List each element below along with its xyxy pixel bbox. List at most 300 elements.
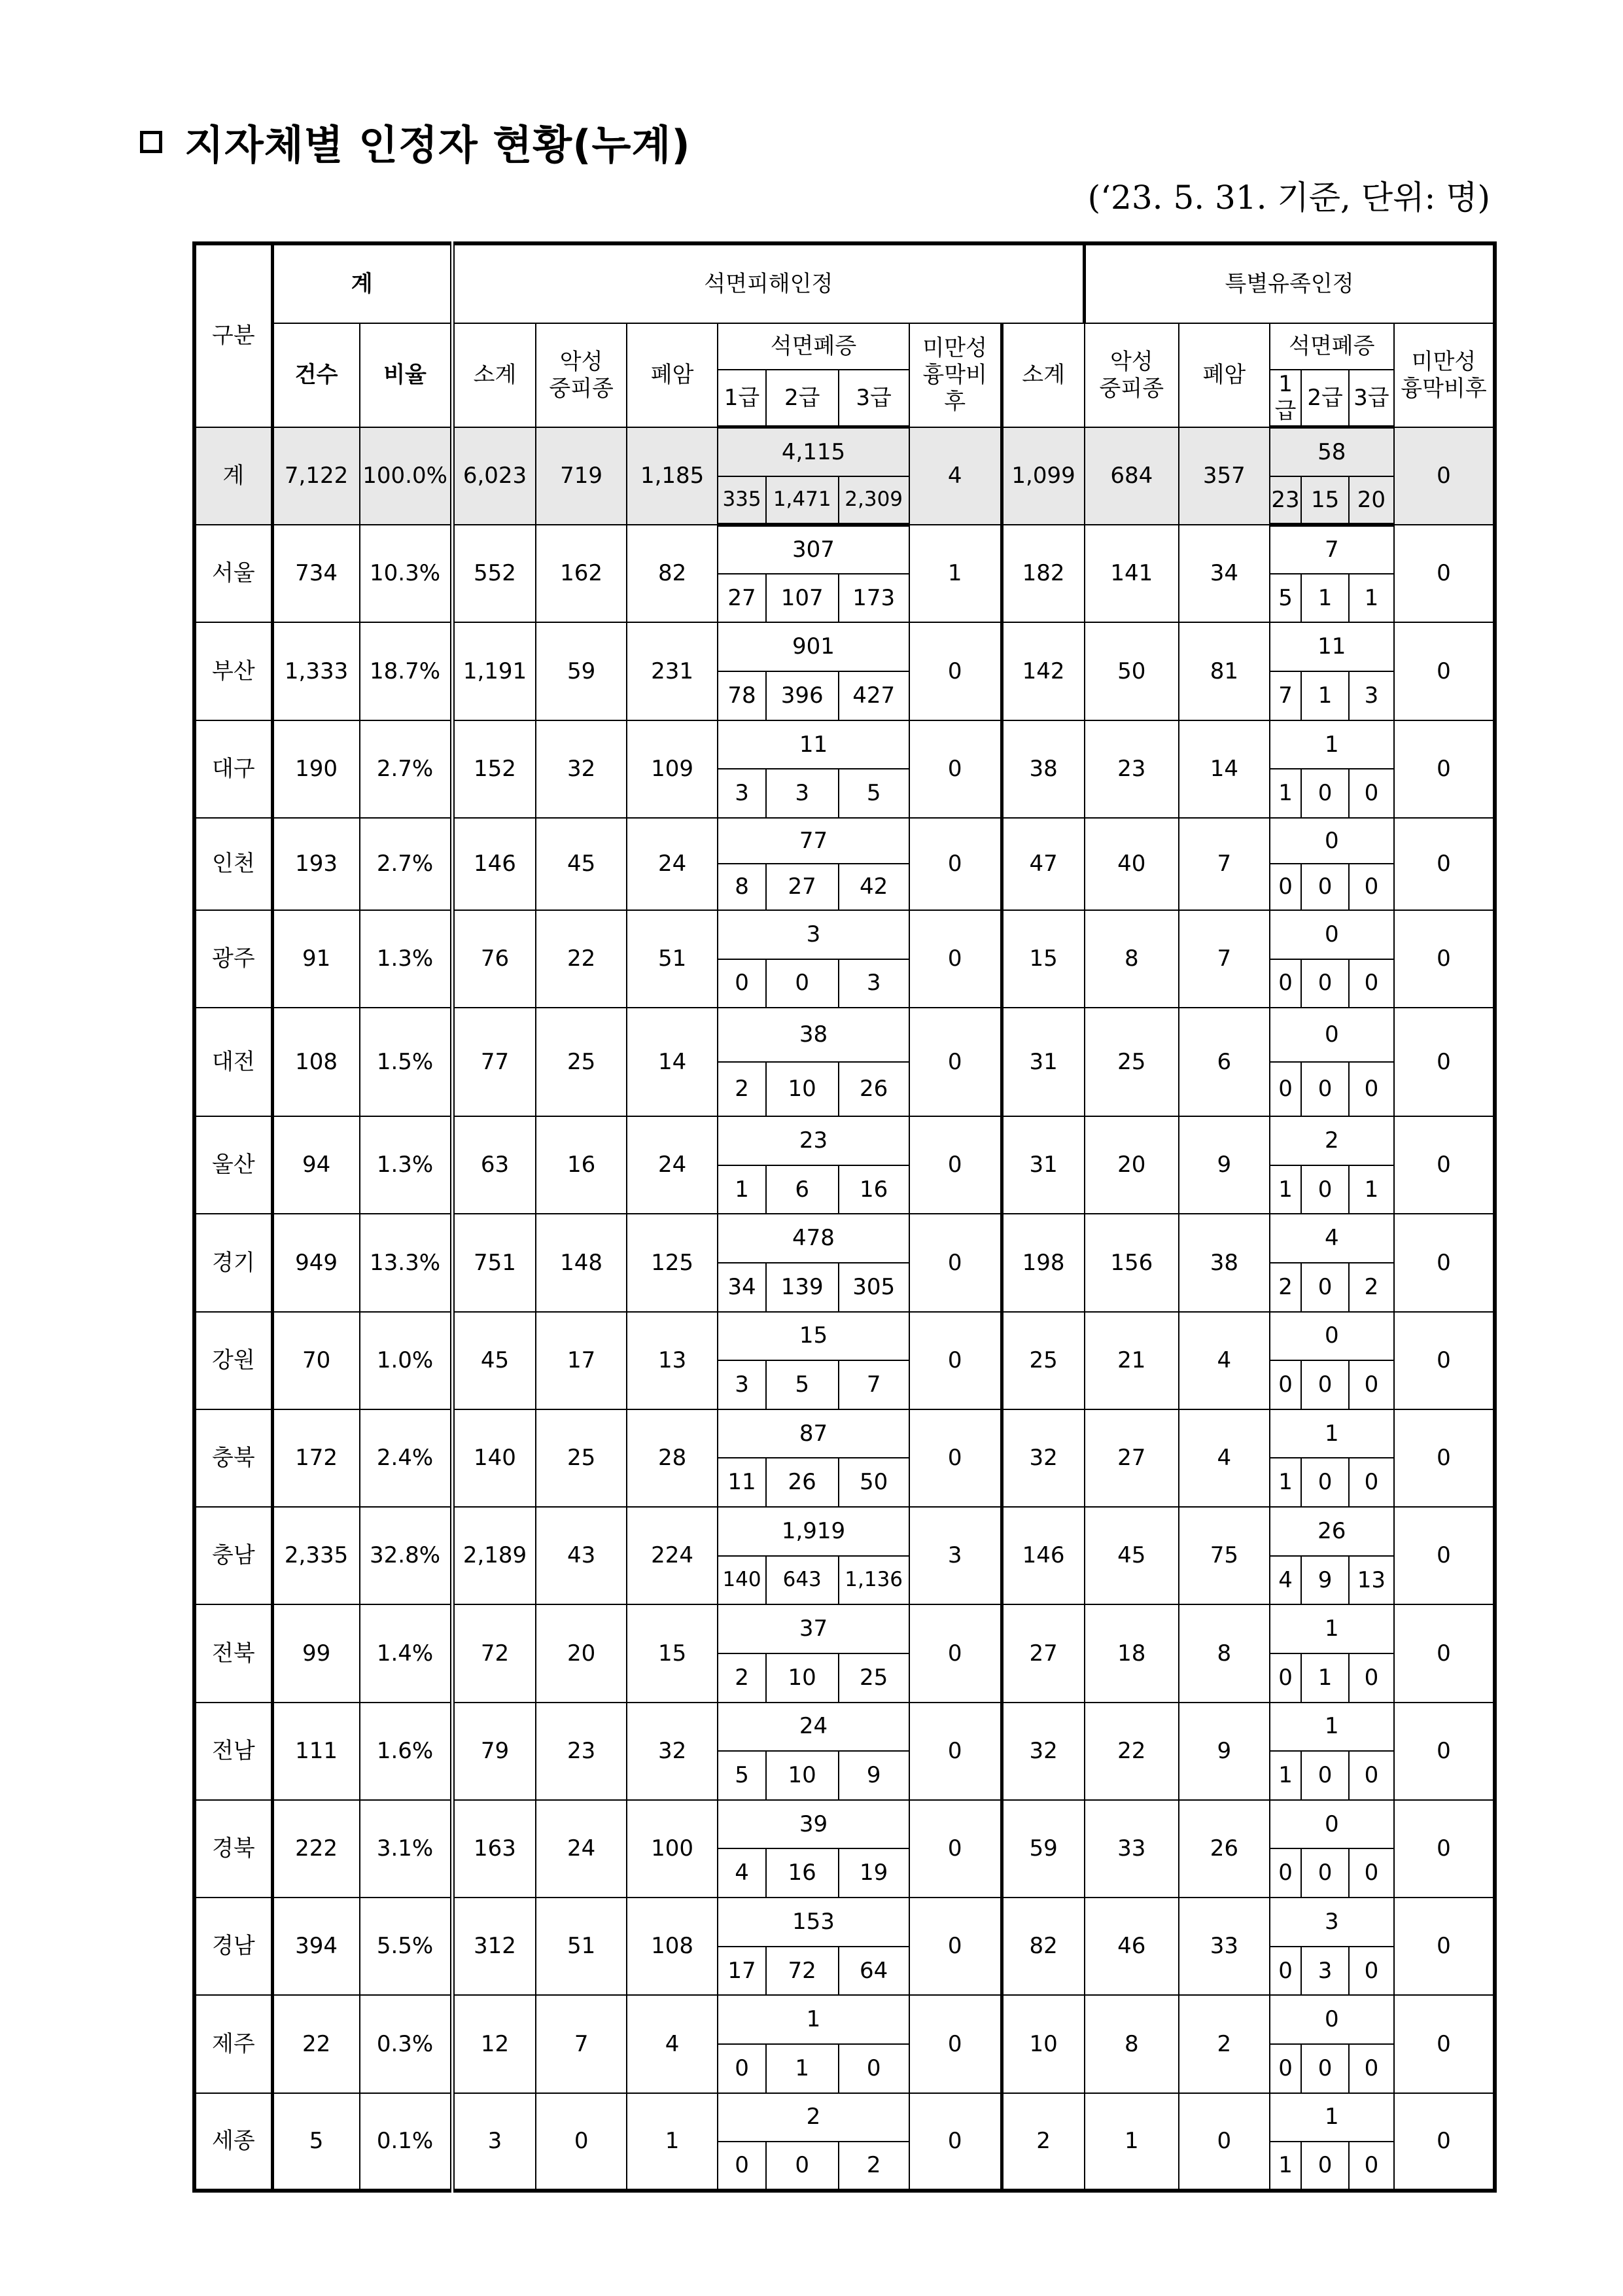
f-pleural-cell: 0 [1394, 1898, 1495, 1995]
region-cell: 서울 [194, 525, 272, 622]
table-row [194, 720, 1495, 769]
f-mesothelioma-cell: 8 [1085, 910, 1179, 1008]
f-lung-cancer-cell: 0 [1179, 2093, 1269, 2191]
f-pleural-cell: 0 [1394, 525, 1495, 622]
a-subtotal-cell: 152 [452, 720, 536, 818]
a-subtotal-cell: 77 [452, 1008, 536, 1116]
f-subtotal-cell: 10 [1002, 1995, 1084, 2093]
a-grade2-cell: 643 [766, 1556, 839, 1605]
f-lung-cancer-cell: 2 [1179, 1995, 1269, 2093]
count-cell: 5 [272, 2093, 359, 2191]
a-grade2-cell: 10 [766, 1751, 839, 1800]
ratio-cell: 0.3% [360, 1995, 453, 2093]
a-asbestosis-total-cell: 23 [718, 1116, 909, 1165]
a-asbestosis-total-cell: 901 [718, 622, 909, 671]
ratio-cell: 100.0% [360, 427, 453, 525]
table-row [194, 1312, 1495, 1361]
f-grade1-cell: 1 [1270, 769, 1302, 818]
f-grade1-cell: 23 [1270, 476, 1302, 525]
f-mesothelioma-cell: 18 [1085, 1604, 1179, 1702]
a-mesothelioma-cell: 23 [536, 1703, 626, 1800]
ratio-cell: 1.3% [360, 910, 453, 1008]
f-asbestosis-total-cell: 0 [1270, 818, 1394, 864]
table-row [194, 1214, 1495, 1263]
a-pleural-cell: 0 [909, 1800, 1002, 1898]
f-pleural-cell: 0 [1394, 1995, 1495, 2093]
count-cell: 94 [272, 1116, 359, 1214]
f-grade1-cell: 1 [1270, 1751, 1302, 1800]
a-grade2-cell: 27 [766, 864, 839, 910]
a-grade3-cell: 427 [839, 671, 909, 720]
a-mesothelioma-cell: 59 [536, 622, 626, 720]
a-grade1-cell: 2 [718, 1062, 765, 1116]
f-lung-cancer-cell: 38 [1179, 1214, 1269, 1311]
a-grade2-cell: 396 [766, 671, 839, 720]
region-cell: 경남 [194, 1898, 272, 1995]
table-row [194, 622, 1495, 671]
f-grade3-cell: 1 [1349, 1165, 1394, 1214]
f-mesothelioma-cell: 156 [1085, 1214, 1179, 1311]
a-grade3-cell: 26 [839, 1062, 909, 1116]
f-mesothelioma-cell: 684 [1085, 427, 1179, 525]
f-pleural-cell: 0 [1394, 910, 1495, 1008]
f-grade3-cell: 0 [1349, 1653, 1394, 1703]
a-mesothelioma-cell: 719 [536, 427, 626, 525]
header-a-subtotal: 소계 [452, 323, 536, 427]
a-asbestosis-total-cell: 15 [718, 1312, 909, 1361]
f-grade2-cell: 1 [1301, 1653, 1348, 1703]
ratio-cell: 2.4% [360, 1409, 453, 1507]
f-subtotal-cell: 82 [1002, 1898, 1084, 1995]
f-lung-cancer-cell: 26 [1179, 1800, 1269, 1898]
f-grade1-cell: 5 [1270, 574, 1302, 623]
a-grade2-cell: 26 [766, 1458, 839, 1507]
f-grade3-cell: 0 [1349, 1751, 1394, 1800]
f-pleural-cell: 0 [1394, 1312, 1495, 1409]
a-asbestosis-total-cell: 478 [718, 1214, 909, 1263]
a-grade2-cell: 1,471 [766, 476, 839, 525]
a-mesothelioma-cell: 7 [536, 1995, 626, 2093]
f-subtotal-cell: 31 [1002, 1008, 1084, 1116]
f-pleural-cell: 0 [1394, 1507, 1495, 1604]
table-row [194, 427, 1495, 476]
a-subtotal-cell: 1,191 [452, 622, 536, 720]
f-lung-cancer-cell: 33 [1179, 1898, 1269, 1995]
f-pleural-cell: 0 [1394, 1409, 1495, 1507]
ratio-cell: 10.3% [360, 525, 453, 622]
count-cell: 222 [272, 1800, 359, 1898]
f-grade2-cell: 0 [1301, 1360, 1348, 1409]
f-grade2-cell: 0 [1301, 1848, 1348, 1898]
f-asbestosis-total-cell: 0 [1270, 1995, 1394, 2044]
f-asbestosis-total-cell: 7 [1270, 525, 1394, 574]
a-asbestosis-total-cell: 11 [718, 720, 909, 769]
region-cell: 인천 [194, 818, 272, 910]
f-mesothelioma-cell: 50 [1085, 622, 1179, 720]
count-cell: 108 [272, 1008, 359, 1116]
f-asbestosis-total-cell: 2 [1270, 1116, 1394, 1165]
a-grade2-cell: 5 [766, 1360, 839, 1409]
a-grade3-cell: 0 [839, 2044, 909, 2093]
f-asbestosis-total-cell: 0 [1270, 1008, 1394, 1062]
ratio-cell: 1.6% [360, 1703, 453, 1800]
a-lung-cancer-cell: 82 [627, 525, 718, 622]
count-cell: 734 [272, 525, 359, 622]
f-grade3-cell: 0 [1349, 1062, 1394, 1116]
region-cell: 경북 [194, 1800, 272, 1898]
table-row [194, 1995, 1495, 2044]
header-a-mesothelioma: 악성 중피종 [536, 323, 626, 427]
f-asbestosis-total-cell: 1 [1270, 1604, 1394, 1653]
a-pleural-cell: 0 [909, 2093, 1002, 2191]
header-f-pleural: 미만성 흉막비후 [1394, 323, 1495, 427]
f-mesothelioma-cell: 45 [1085, 1507, 1179, 1604]
a-subtotal-cell: 163 [452, 1800, 536, 1898]
a-grade1-cell: 140 [718, 1556, 765, 1605]
ratio-cell: 1.4% [360, 1604, 453, 1702]
f-asbestosis-total-cell: 1 [1270, 1703, 1394, 1752]
f-lung-cancer-cell: 4 [1179, 1409, 1269, 1507]
f-grade2-cell: 0 [1301, 864, 1348, 910]
f-lung-cancer-cell: 14 [1179, 720, 1269, 818]
a-pleural-cell: 0 [909, 910, 1002, 1008]
a-grade3-cell: 16 [839, 1165, 909, 1214]
a-subtotal-cell: 552 [452, 525, 536, 622]
a-grade3-cell: 1,136 [839, 1556, 909, 1605]
a-lung-cancer-cell: 1,185 [627, 427, 718, 525]
f-grade3-cell: 3 [1349, 671, 1394, 720]
a-grade3-cell: 9 [839, 1751, 909, 1800]
a-mesothelioma-cell: 24 [536, 1800, 626, 1898]
a-asbestosis-total-cell: 24 [718, 1703, 909, 1752]
a-asbestosis-total-cell: 4,115 [718, 427, 909, 476]
a-mesothelioma-cell: 32 [536, 720, 626, 818]
a-pleural-cell: 0 [909, 1214, 1002, 1311]
count-cell: 2,335 [272, 1507, 359, 1604]
f-subtotal-cell: 198 [1002, 1214, 1084, 1311]
ratio-cell: 18.7% [360, 622, 453, 720]
a-grade1-cell: 34 [718, 1263, 765, 1312]
ratio-cell: 2.7% [360, 720, 453, 818]
f-mesothelioma-cell: 141 [1085, 525, 1179, 622]
a-pleural-cell: 0 [909, 1703, 1002, 1800]
f-grade2-cell: 0 [1301, 2142, 1348, 2191]
f-grade1-cell: 2 [1270, 1263, 1302, 1312]
ratio-cell: 1.3% [360, 1116, 453, 1214]
a-grade3-cell: 42 [839, 864, 909, 910]
count-cell: 70 [272, 1312, 359, 1409]
a-mesothelioma-cell: 25 [536, 1008, 626, 1116]
a-grade3-cell: 5 [839, 769, 909, 818]
f-mesothelioma-cell: 22 [1085, 1703, 1179, 1800]
table-row [194, 818, 1495, 864]
a-lung-cancer-cell: 125 [627, 1214, 718, 1311]
f-grade3-cell: 0 [1349, 2044, 1394, 2093]
a-subtotal-cell: 751 [452, 1214, 536, 1311]
page-title [140, 113, 691, 171]
f-grade3-cell: 0 [1349, 769, 1394, 818]
f-pleural-cell: 0 [1394, 1703, 1495, 1800]
a-mesothelioma-cell: 20 [536, 1604, 626, 1702]
a-pleural-cell: 0 [909, 1312, 1002, 1409]
a-asbestosis-total-cell: 1,919 [718, 1507, 909, 1556]
ratio-cell: 1.0% [360, 1312, 453, 1409]
f-asbestosis-total-cell: 58 [1270, 427, 1394, 476]
table-row [194, 1008, 1495, 1062]
a-mesothelioma-cell: 25 [536, 1409, 626, 1507]
f-subtotal-cell: 27 [1002, 1604, 1084, 1702]
f-pleural-cell: 0 [1394, 1008, 1495, 1116]
a-pleural-cell: 1 [909, 525, 1002, 622]
a-asbestosis-total-cell: 39 [718, 1800, 909, 1849]
f-asbestosis-total-cell: 0 [1270, 1800, 1394, 1849]
a-grade1-cell: 4 [718, 1848, 765, 1898]
header-f-lung-cancer: 폐암 [1179, 323, 1269, 427]
region-cell: 전북 [194, 1604, 272, 1702]
a-grade2-cell: 10 [766, 1653, 839, 1703]
table-row [194, 1898, 1495, 1947]
f-grade2-cell: 0 [1301, 959, 1348, 1008]
f-pleural-cell: 0 [1394, 1116, 1495, 1214]
a-pleural-cell: 0 [909, 1409, 1002, 1507]
a-pleural-cell: 0 [909, 622, 1002, 720]
a-subtotal-cell: 312 [452, 1898, 536, 1995]
f-subtotal-cell: 146 [1002, 1507, 1084, 1604]
a-grade1-cell: 0 [718, 2044, 765, 2093]
f-mesothelioma-cell: 21 [1085, 1312, 1179, 1409]
a-lung-cancer-cell: 51 [627, 910, 718, 1008]
count-cell: 172 [272, 1409, 359, 1507]
f-grade1-cell: 7 [1270, 671, 1302, 720]
f-grade2-cell: 0 [1301, 2044, 1348, 2093]
header-a-asbestosis: 석면폐증 [718, 323, 909, 369]
region-cell: 계 [194, 427, 272, 525]
a-grade2-cell: 6 [766, 1165, 839, 1214]
header-a-grade3: 3급 [839, 370, 909, 427]
f-lung-cancer-cell: 7 [1179, 910, 1269, 1008]
header-asbestos-recognition: 석면피해인정 [452, 243, 1084, 323]
f-subtotal-cell: 31 [1002, 1116, 1084, 1214]
a-grade3-cell: 50 [839, 1458, 909, 1507]
a-lung-cancer-cell: 100 [627, 1800, 718, 1898]
f-grade3-cell: 1 [1349, 574, 1394, 623]
a-mesothelioma-cell: 148 [536, 1214, 626, 1311]
f-grade1-cell: 0 [1270, 1360, 1302, 1409]
f-lung-cancer-cell: 4 [1179, 1312, 1269, 1409]
a-grade1-cell: 8 [718, 864, 765, 910]
ratio-cell: 2.7% [360, 818, 453, 910]
a-mesothelioma-cell: 43 [536, 1507, 626, 1604]
f-grade1-cell: 1 [1270, 1165, 1302, 1214]
f-asbestosis-total-cell: 4 [1270, 1214, 1394, 1263]
a-mesothelioma-cell: 17 [536, 1312, 626, 1409]
a-lung-cancer-cell: 15 [627, 1604, 718, 1702]
f-pleural-cell: 0 [1394, 622, 1495, 720]
f-grade2-cell: 0 [1301, 1062, 1348, 1116]
a-grade2-cell: 10 [766, 1062, 839, 1116]
f-grade3-cell: 20 [1349, 476, 1394, 525]
a-pleural-cell: 0 [909, 1116, 1002, 1214]
f-grade2-cell: 0 [1301, 769, 1348, 818]
a-subtotal-cell: 76 [452, 910, 536, 1008]
table-row [194, 2093, 1495, 2142]
a-mesothelioma-cell: 16 [536, 1116, 626, 1214]
a-subtotal-cell: 12 [452, 1995, 536, 2093]
a-asbestosis-total-cell: 1 [718, 1995, 909, 2044]
a-pleural-cell: 0 [909, 1898, 1002, 1995]
a-subtotal-cell: 2,189 [452, 1507, 536, 1604]
a-grade3-cell: 2,309 [839, 476, 909, 525]
count-cell: 193 [272, 818, 359, 910]
f-subtotal-cell: 182 [1002, 525, 1084, 622]
f-lung-cancer-cell: 81 [1179, 622, 1269, 720]
a-grade2-cell: 3 [766, 769, 839, 818]
count-cell: 1,333 [272, 622, 359, 720]
f-grade1-cell: 0 [1270, 1947, 1302, 1996]
header-total-group: 계 [272, 243, 452, 323]
f-grade3-cell: 0 [1349, 1947, 1394, 1996]
a-grade1-cell: 11 [718, 1458, 765, 1507]
f-subtotal-cell: 47 [1002, 818, 1084, 910]
f-grade2-cell: 0 [1301, 1751, 1348, 1800]
a-grade1-cell: 2 [718, 1653, 765, 1703]
f-lung-cancer-cell: 357 [1179, 427, 1269, 525]
a-grade3-cell: 25 [839, 1653, 909, 1703]
f-grade2-cell: 3 [1301, 1947, 1348, 1996]
ratio-cell: 5.5% [360, 1898, 453, 1995]
a-subtotal-cell: 146 [452, 818, 536, 910]
a-grade1-cell: 0 [718, 959, 765, 1008]
f-grade1-cell: 1 [1270, 2142, 1302, 2191]
a-grade3-cell: 64 [839, 1947, 909, 1996]
region-cell: 대구 [194, 720, 272, 818]
a-asbestosis-total-cell: 37 [718, 1604, 909, 1653]
a-grade2-cell: 72 [766, 1947, 839, 1996]
a-lung-cancer-cell: 1 [627, 2093, 718, 2191]
a-asbestosis-total-cell: 38 [718, 1008, 909, 1062]
f-asbestosis-total-cell: 1 [1270, 2093, 1394, 2142]
a-grade3-cell: 3 [839, 959, 909, 1008]
a-lung-cancer-cell: 14 [627, 1008, 718, 1116]
table-row [194, 1604, 1495, 1653]
a-lung-cancer-cell: 4 [627, 1995, 718, 2093]
f-lung-cancer-cell: 9 [1179, 1116, 1269, 1214]
region-cell: 전남 [194, 1703, 272, 1800]
f-grade2-cell: 0 [1301, 1263, 1348, 1312]
a-grade3-cell: 19 [839, 1848, 909, 1898]
f-subtotal-cell: 142 [1002, 622, 1084, 720]
a-pleural-cell: 0 [909, 1604, 1002, 1702]
f-mesothelioma-cell: 20 [1085, 1116, 1179, 1214]
f-asbestosis-total-cell: 11 [1270, 622, 1394, 671]
f-grade2-cell: 0 [1301, 1458, 1348, 1507]
f-grade3-cell: 0 [1349, 1848, 1394, 1898]
f-lung-cancer-cell: 75 [1179, 1507, 1269, 1604]
ratio-cell: 0.1% [360, 2093, 453, 2191]
f-grade1-cell: 1 [1270, 1458, 1302, 1507]
f-grade2-cell: 1 [1301, 574, 1348, 623]
f-mesothelioma-cell: 40 [1085, 818, 1179, 910]
a-subtotal-cell: 45 [452, 1312, 536, 1409]
a-subtotal-cell: 6,023 [452, 427, 536, 525]
f-asbestosis-total-cell: 26 [1270, 1507, 1394, 1556]
region-cell: 대전 [194, 1008, 272, 1116]
f-asbestosis-total-cell: 0 [1270, 1312, 1394, 1361]
a-lung-cancer-cell: 32 [627, 1703, 718, 1800]
f-pleural-cell: 0 [1394, 1800, 1495, 1898]
header-f-subtotal: 소계 [1002, 323, 1084, 427]
f-subtotal-cell: 38 [1002, 720, 1084, 818]
ratio-cell: 3.1% [360, 1800, 453, 1898]
f-asbestosis-total-cell: 3 [1270, 1898, 1394, 1947]
a-asbestosis-total-cell: 2 [718, 2093, 909, 2142]
region-cell: 경기 [194, 1214, 272, 1311]
a-grade1-cell: 27 [718, 574, 765, 623]
region-cell: 부산 [194, 622, 272, 720]
a-grade3-cell: 305 [839, 1263, 909, 1312]
count-cell: 394 [272, 1898, 359, 1995]
a-subtotal-cell: 140 [452, 1409, 536, 1507]
f-subtotal-cell: 25 [1002, 1312, 1084, 1409]
f-pleural-cell: 0 [1394, 720, 1495, 818]
header-f-mesothelioma: 악성 중피종 [1085, 323, 1179, 427]
a-mesothelioma-cell: 45 [536, 818, 626, 910]
date-unit-note: (‘23. 5. 31. 기준, 단위: 명) [1087, 179, 1490, 217]
f-lung-cancer-cell: 6 [1179, 1008, 1269, 1116]
f-grade1-cell: 0 [1270, 2044, 1302, 2093]
table-row [194, 1409, 1495, 1458]
f-grade1-cell: 0 [1270, 959, 1302, 1008]
a-grade3-cell: 173 [839, 574, 909, 623]
ratio-cell: 1.5% [360, 1008, 453, 1116]
a-subtotal-cell: 72 [452, 1604, 536, 1702]
f-grade2-cell: 15 [1301, 476, 1348, 525]
a-mesothelioma-cell: 22 [536, 910, 626, 1008]
f-subtotal-cell: 59 [1002, 1800, 1084, 1898]
a-asbestosis-total-cell: 87 [718, 1409, 909, 1458]
f-grade3-cell: 0 [1349, 1360, 1394, 1409]
count-cell: 111 [272, 1703, 359, 1800]
a-lung-cancer-cell: 231 [627, 622, 718, 720]
f-grade2-cell: 0 [1301, 1165, 1348, 1214]
checkbox-square-icon [140, 131, 162, 153]
region-cell: 제주 [194, 1995, 272, 2093]
f-pleural-cell: 0 [1394, 427, 1495, 525]
f-grade1-cell: 0 [1270, 864, 1302, 910]
a-grade1-cell: 78 [718, 671, 765, 720]
f-grade2-cell: 1 [1301, 671, 1348, 720]
region-cell: 강원 [194, 1312, 272, 1409]
count-cell: 99 [272, 1604, 359, 1702]
f-grade1-cell: 4 [1270, 1556, 1302, 1605]
f-grade2-cell: 9 [1301, 1556, 1348, 1605]
f-subtotal-cell: 15 [1002, 910, 1084, 1008]
f-lung-cancer-cell: 8 [1179, 1604, 1269, 1702]
header-f-grade3: 3급 [1349, 370, 1394, 427]
a-lung-cancer-cell: 109 [627, 720, 718, 818]
recognition-status-table [192, 241, 1497, 2193]
a-pleural-cell: 0 [909, 1995, 1002, 2093]
a-grade1-cell: 3 [718, 1360, 765, 1409]
a-grade2-cell: 16 [766, 1848, 839, 1898]
table-row [194, 1116, 1495, 1165]
a-subtotal-cell: 63 [452, 1116, 536, 1214]
a-grade3-cell: 7 [839, 1360, 909, 1409]
header-f-grade1: 1급 [1270, 370, 1302, 427]
a-pleural-cell: 4 [909, 427, 1002, 525]
header-f-asbestosis: 석면폐증 [1270, 323, 1394, 369]
a-subtotal-cell: 3 [452, 2093, 536, 2191]
